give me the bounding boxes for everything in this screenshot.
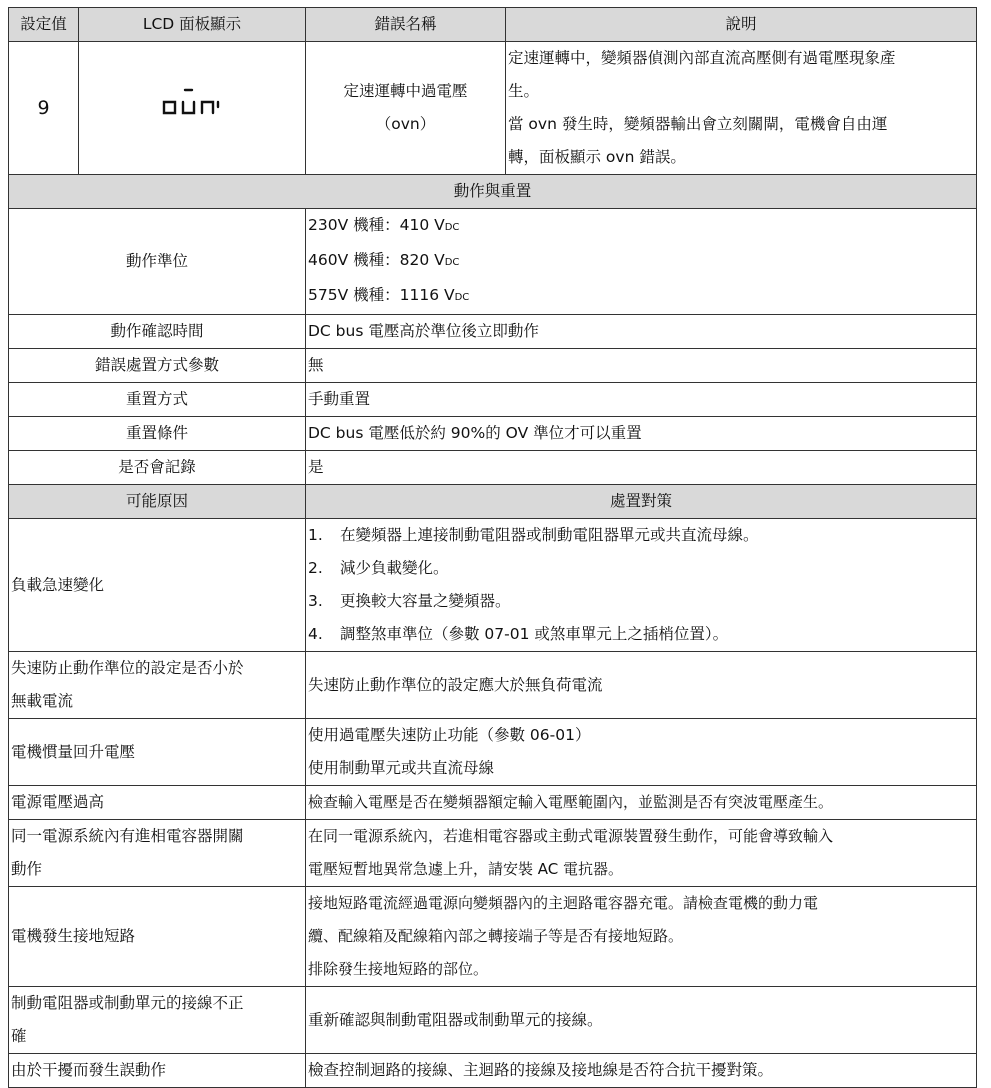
- header-error-name: 錯誤名稱: [306, 8, 506, 42]
- action-level-values: [306, 209, 977, 315]
- fault-error-name: [306, 42, 506, 175]
- reset-method-label: 重置方式: [9, 383, 306, 417]
- measure-list: [306, 519, 977, 652]
- error-handling-param-value: 無: [306, 349, 977, 383]
- lcd-display-cell: [79, 42, 306, 175]
- measure-item: 重新確認與制動電阻器或制動單元的接線。: [306, 987, 977, 1054]
- action-level-575v: 575V 機種：1116 VDC: [308, 286, 470, 304]
- measure-item: 接地短路電流經過電源向變頻器內的主迴路電容器充電。請檢查電機的動力電 纜、配線箱及配線箱內部之轉接端子等是否有接地短路。 排除發生接地短路的部位。: [306, 887, 977, 987]
- measure-item: 檢查控制迴路的接線、主迴路的接線及接地線是否符合抗干擾對策。: [306, 1054, 977, 1088]
- description-line: 定速運轉中，變頻器偵測內部直流高壓側有過電壓現象產: [508, 49, 896, 67]
- measure-item: 檢查輸入電壓是否在變頻器額定輸入電壓範圍內，並監測是否有突波電壓產生。: [306, 786, 977, 820]
- cause-item: 制動電阻器或制動單元的接線不正 確: [9, 987, 306, 1054]
- fault-table: [8, 7, 977, 1088]
- cause-item: 負載急速變化: [9, 519, 306, 652]
- cause-header: 可能原因: [9, 485, 306, 519]
- cause-item: 電源電壓過高: [9, 786, 306, 820]
- action-level-label: 動作準位: [9, 209, 306, 315]
- action-level-460v: 460V 機種：820 VDC: [308, 251, 460, 269]
- action-confirm-time-label: 動作確認時間: [9, 315, 306, 349]
- cause-item: 失速防止動作準位的設定是否小於 無載電流: [9, 652, 306, 719]
- reset-method-value: 手動重置: [306, 383, 977, 417]
- error-name-line2: （ovn）: [375, 115, 436, 133]
- cause-item: 電機發生接地短路: [9, 887, 306, 987]
- measure-line: 4. 調整煞車準位（參數 07-01 或煞車單元上之插梢位置）。: [308, 625, 729, 643]
- description-line: 轉，面板顯示 ovn 錯誤。: [508, 148, 686, 166]
- fault-set-value: 9: [9, 42, 79, 175]
- fault-description: [506, 42, 977, 175]
- header-set-value: 設定值: [9, 8, 79, 42]
- action-confirm-time-value: DC bus 電壓高於準位後立即動作: [306, 315, 977, 349]
- header-lcd-display: LCD 面板顯示: [79, 8, 306, 42]
- cause-item: 由於干擾而發生誤動作: [9, 1054, 306, 1088]
- error-name-line1: 定速運轉中過電壓: [343, 82, 468, 100]
- cause-item: 電機慣量回升電壓: [9, 719, 306, 786]
- measure-line: 2. 減少負載變化。: [308, 559, 449, 577]
- measure-item: 在同一電源系統內，若進相電容器或主動式電源裝置發生動作，可能會導致輸入 電壓短暫地異常急遽上升，請安裝 AC 電抗器。: [306, 820, 977, 887]
- measure-line: 1. 在變頻器上連接制動電阻器或制動電阻器單元或共直流母線。: [308, 526, 759, 544]
- description-line: 當 ovn 發生時，變頻器輸出會立刻關閘，電機會自由運: [508, 115, 888, 133]
- reset-condition-label: 重置條件: [9, 417, 306, 451]
- record-value: 是: [306, 451, 977, 485]
- measure-item: 失速防止動作準位的設定應大於無負荷電流: [306, 652, 977, 719]
- reset-condition-value: DC bus 電壓低於約 90%的 OV 準位才可以重置: [306, 417, 977, 451]
- action-level-230v: 230V 機種：410 VDC: [308, 216, 460, 234]
- error-handling-param-label: 錯誤處置方式參數: [9, 349, 306, 383]
- section-action-reset: 動作與重置: [9, 175, 977, 209]
- measure-line: 3. 更換較大容量之變頻器。: [308, 592, 511, 610]
- header-description: 說明: [506, 8, 977, 42]
- lcd-ovn-code: [158, 85, 226, 119]
- cause-item: 同一電源系統內有進相電容器開關 動作: [9, 820, 306, 887]
- record-label: 是否會記錄: [9, 451, 306, 485]
- measure-item: 使用過電壓失速防止功能（參數 06-01） 使用制動單元或共直流母線: [306, 719, 977, 786]
- fault-document: [8, 7, 976, 1088]
- description-line: 生。: [508, 82, 540, 100]
- measure-header: 處置對策: [306, 485, 977, 519]
